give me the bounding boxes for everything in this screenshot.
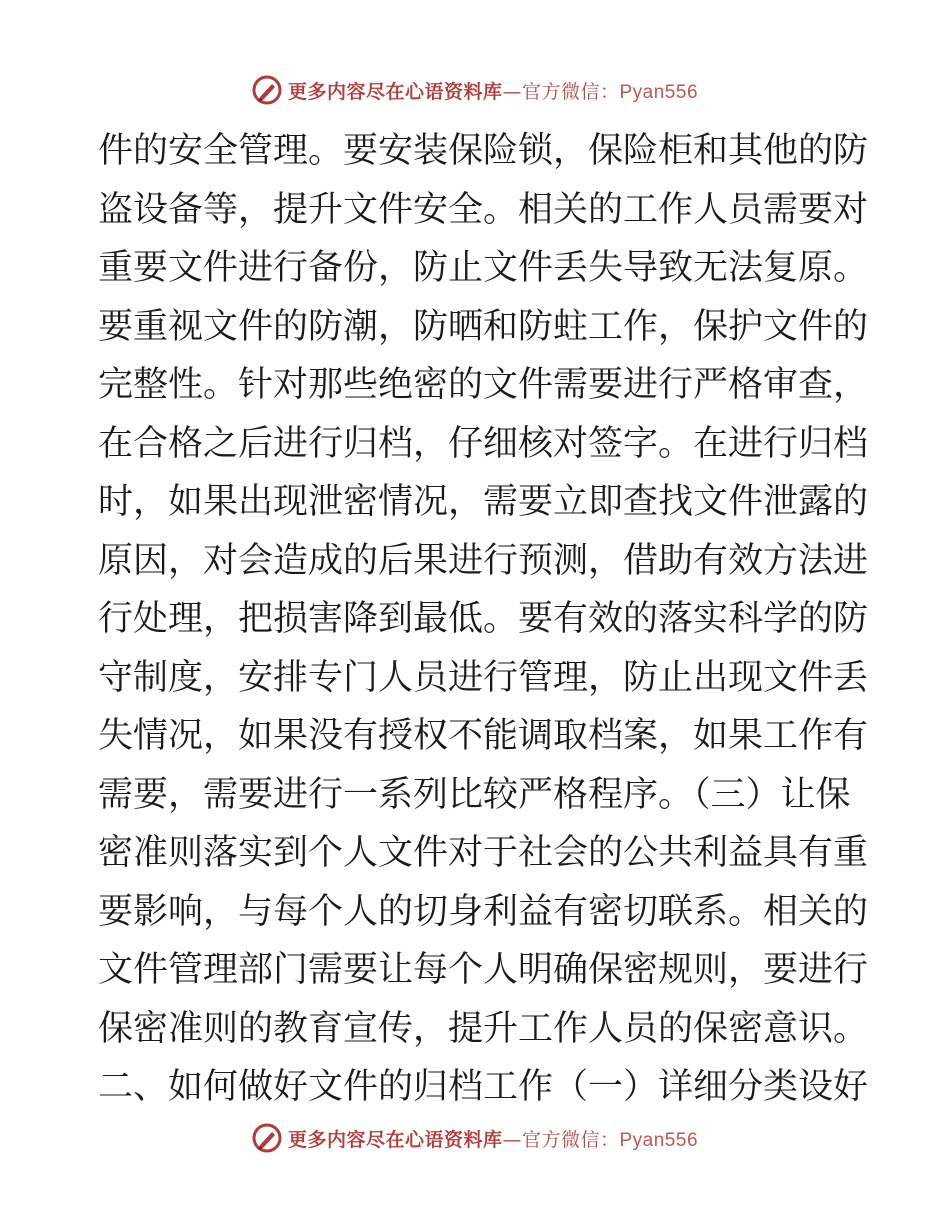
pen-logo-icon bbox=[252, 1123, 282, 1153]
body-line: 盗设备等，提升文件安全。相关的工作人员需要对 bbox=[98, 189, 869, 230]
watermark-contact: 官方微信： bbox=[521, 1128, 620, 1151]
body-line: 原因，对会造成的后果进行预测，借助有效方法进 bbox=[98, 540, 869, 581]
watermark-text bbox=[288, 1125, 698, 1152]
watermark-separator: — bbox=[502, 80, 522, 103]
body-line: 文件管理部门需要让每个人明确保密规则，要进行 bbox=[98, 950, 869, 990]
watermark-brand: 更多内容尽在心语资料库 bbox=[287, 1128, 503, 1151]
body-line: 二、如何做好文件的归档工作（一）详细分类设好 bbox=[98, 1067, 869, 1107]
body-line: 失情况，如果没有授权不能调取档案，如果工作有 bbox=[98, 716, 869, 756]
body-line: 要影响，与每个人的切身利益有密切联系。相关的 bbox=[98, 891, 869, 932]
body-line: 完整性。针对那些绝密的文件需要进行严格审查， bbox=[98, 365, 869, 405]
body-line: 守制度，安排专门人员进行管理，防止出现文件丢 bbox=[98, 657, 869, 698]
body-line: 密准则落实到个人文件对于社会的公共利益具有重 bbox=[98, 833, 869, 873]
watermark-id: Pyan556 bbox=[619, 1129, 699, 1151]
body-line: 时，如果出现泄密情况，需要立即查找文件泄露的 bbox=[98, 482, 869, 522]
watermark-contact: 官方微信： bbox=[521, 80, 620, 103]
body-line: 保密准则的教育宣传，提升工作人员的保密意识。 bbox=[98, 1008, 869, 1049]
watermark-id: Pyan556 bbox=[619, 81, 699, 103]
footer-watermark bbox=[0, 1120, 950, 1156]
watermark-separator: — bbox=[502, 1128, 522, 1151]
watermark-text bbox=[288, 77, 698, 104]
body-line: 行处理，把损害降到最低。要有效的落实科学的防 bbox=[98, 599, 869, 639]
header-watermark bbox=[0, 72, 950, 108]
body-line: 在合格之后进行归档，仔细核对签字。在进行归档 bbox=[98, 423, 869, 464]
body-line: 需要，需要进行一系列比较严格程序。（三）让保 bbox=[98, 774, 851, 815]
body-line: 重要文件进行备份，防止文件丢失导致无法复原。 bbox=[98, 248, 869, 288]
watermark-brand: 更多内容尽在心语资料库 bbox=[287, 80, 503, 103]
document-body bbox=[98, 122, 869, 1117]
body-line: 要重视文件的防潮，防晒和防蛀工作，保护文件的 bbox=[98, 306, 869, 347]
pen-logo-icon bbox=[252, 75, 282, 105]
body-line: 件的安全管理。要安装保险锁，保险柜和其他的防 bbox=[98, 131, 869, 171]
